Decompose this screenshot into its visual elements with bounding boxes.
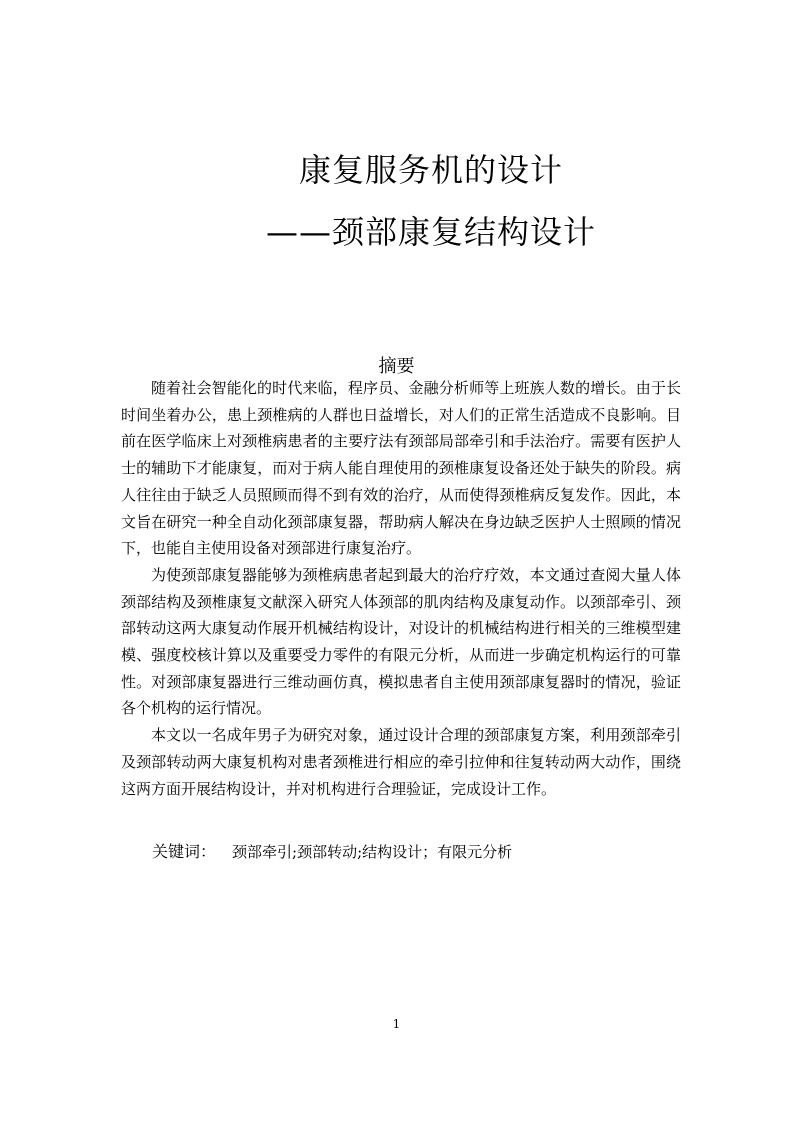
abstract-paragraph-2: 为使颈部康复器能够为颈椎病患者起到最大的治疗疗效，本文通过查阅大量人体颈部结构及颈椎康复文献深入研究人体颈部的肌肉结构及康复动作。以颈部牵引、颈部转动这两大康复动作展开机械结构设计，对设计的机械结构进行相关的三维模型建模、强度校核计算以及重要受力零件的有限元分析，从而进一步确定机构运行的可靠性。对颈部康复器进行三维动画仿真，模拟患者自主使用颈部康复器时的情况，验证各个机构的运行情况。 <box>121 565 681 718</box>
abstract-body <box>121 375 681 802</box>
document-subtitle: ——颈部康复结构设计 <box>265 213 596 251</box>
abstract-paragraph-1: 随着社会智能化的时代来临，程序员、金融分析师等上班族人数的增长。由于长时间坐着办公，患上颈椎病的人群也日益增长，对人们的正常生活造成不良影响。目前在医学临床上对颈椎病患者的主要疗法有颈部局部牵引和手法治疗。需要有医护人士的辅助下才能康复，而对于病人能自理使用的颈椎康复设备还处于缺失的阶段。病人往往由于缺乏人员照顾而得不到有效的治疗，从而使得颈椎病反复发作。因此，本文旨在研究一种全自动化颈部康复器，帮助病人解决在身边缺乏医护人士照顾的情况下，也能自主使用设备对颈部进行康复治疗。 <box>121 379 681 558</box>
page-number: 1 <box>392 1017 401 1031</box>
document-title: 康复服务机的设计 <box>298 151 563 189</box>
keywords-label: 关键词： <box>152 842 217 861</box>
abstract-heading: 摘要 <box>378 356 415 377</box>
keywords-line <box>152 840 672 864</box>
keywords-text: 颈部牵引;颈部转动;结构设计；有限元分析 <box>232 843 513 861</box>
abstract-paragraph-3: 本文以一名成年男子为研究对象，通过设计合理的颈部康复方案，利用颈部牵引及颈部转动两大康复机构对患者颈椎进行相应的牵引拉伸和往复转动两大动作，围绕这两方面开展结构设计，并对机构进行合理验证，完成设计工作。 <box>121 726 681 798</box>
